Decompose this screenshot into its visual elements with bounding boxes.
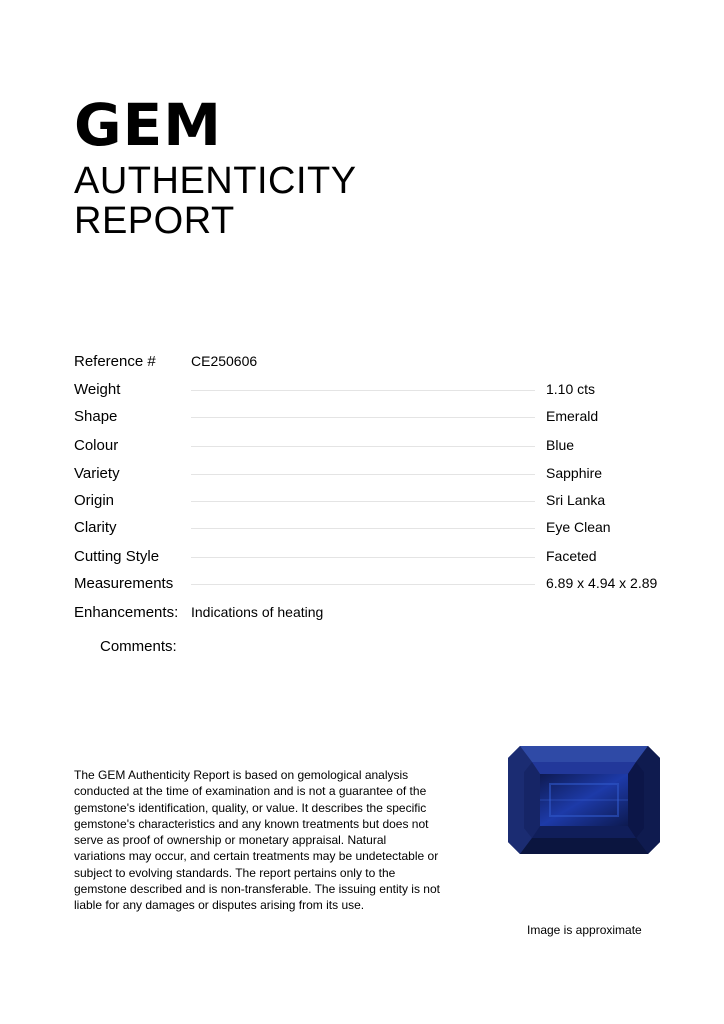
spec-label: Measurements — [74, 575, 174, 592]
leader-line — [191, 390, 535, 391]
spec-row-weight — [74, 381, 656, 399]
spec-row-measurements — [74, 575, 656, 593]
spec-value: Sapphire — [546, 465, 603, 481]
enhancements-label: Enhancements: — [74, 604, 179, 621]
spec-value: Faceted — [546, 548, 597, 564]
spec-value: Eye Clean — [546, 519, 611, 535]
spec-row-clarity — [74, 519, 656, 537]
spec-row-variety — [74, 465, 656, 483]
title-line-report: REPORT — [74, 200, 235, 242]
spec-row-cutting-style — [74, 548, 656, 566]
leader-line — [191, 501, 535, 502]
spec-label: Origin — [74, 492, 115, 509]
reference-label: Reference # — [74, 353, 156, 370]
leader-line — [191, 528, 535, 529]
title-line-authenticity: AUTHENTICITY — [74, 160, 357, 202]
spec-row-origin — [74, 492, 656, 510]
spec-label: Weight — [74, 381, 121, 398]
spec-value: Sri Lanka — [546, 492, 606, 508]
spec-row-shape — [74, 408, 656, 426]
emerald-cut-sapphire-icon — [506, 744, 662, 856]
spec-label: Clarity — [74, 519, 117, 536]
comments-label: Comments: — [100, 638, 177, 655]
enhancements-value: Indications of heating — [191, 604, 324, 620]
spec-value: Blue — [546, 437, 575, 453]
title-gem: GEM — [74, 91, 222, 159]
disclaimer-text: The GEM Authenticity Report is based on gemological analysis conducted at the time of examination and is not a guarantee of the gemstone's identification, quality, or value. It describes the specific gemstone's characteristics and any known treatments but does not serve as proof of ownership or monetary appraisal. Natural variations may occur, and certain treatments may be undetectable or subject to evolving standards. The report pertains only to the gemstone described and is non-transferable. The issuing entity is not liable for any damages or disputes arising from its use. — [74, 768, 440, 913]
spec-label: Colour — [74, 437, 119, 454]
leader-line — [191, 474, 535, 475]
spec-value: 6.89 x 4.94 x 2.89 — [546, 575, 658, 591]
leader-line — [191, 584, 535, 585]
leader-line — [191, 417, 535, 418]
title-subtitle — [74, 161, 357, 241]
spec-value: Emerald — [546, 408, 599, 424]
leader-line — [191, 557, 535, 558]
reference-value: CE250606 — [191, 353, 258, 369]
leader-line — [191, 446, 535, 447]
image-caption: Image is approximate — [527, 923, 642, 937]
spec-label: Cutting Style — [74, 548, 160, 565]
spec-label: Variety — [74, 465, 120, 482]
spec-row-colour — [74, 437, 656, 455]
spec-label: Shape — [74, 408, 118, 425]
spec-value: 1.10 cts — [546, 381, 596, 397]
